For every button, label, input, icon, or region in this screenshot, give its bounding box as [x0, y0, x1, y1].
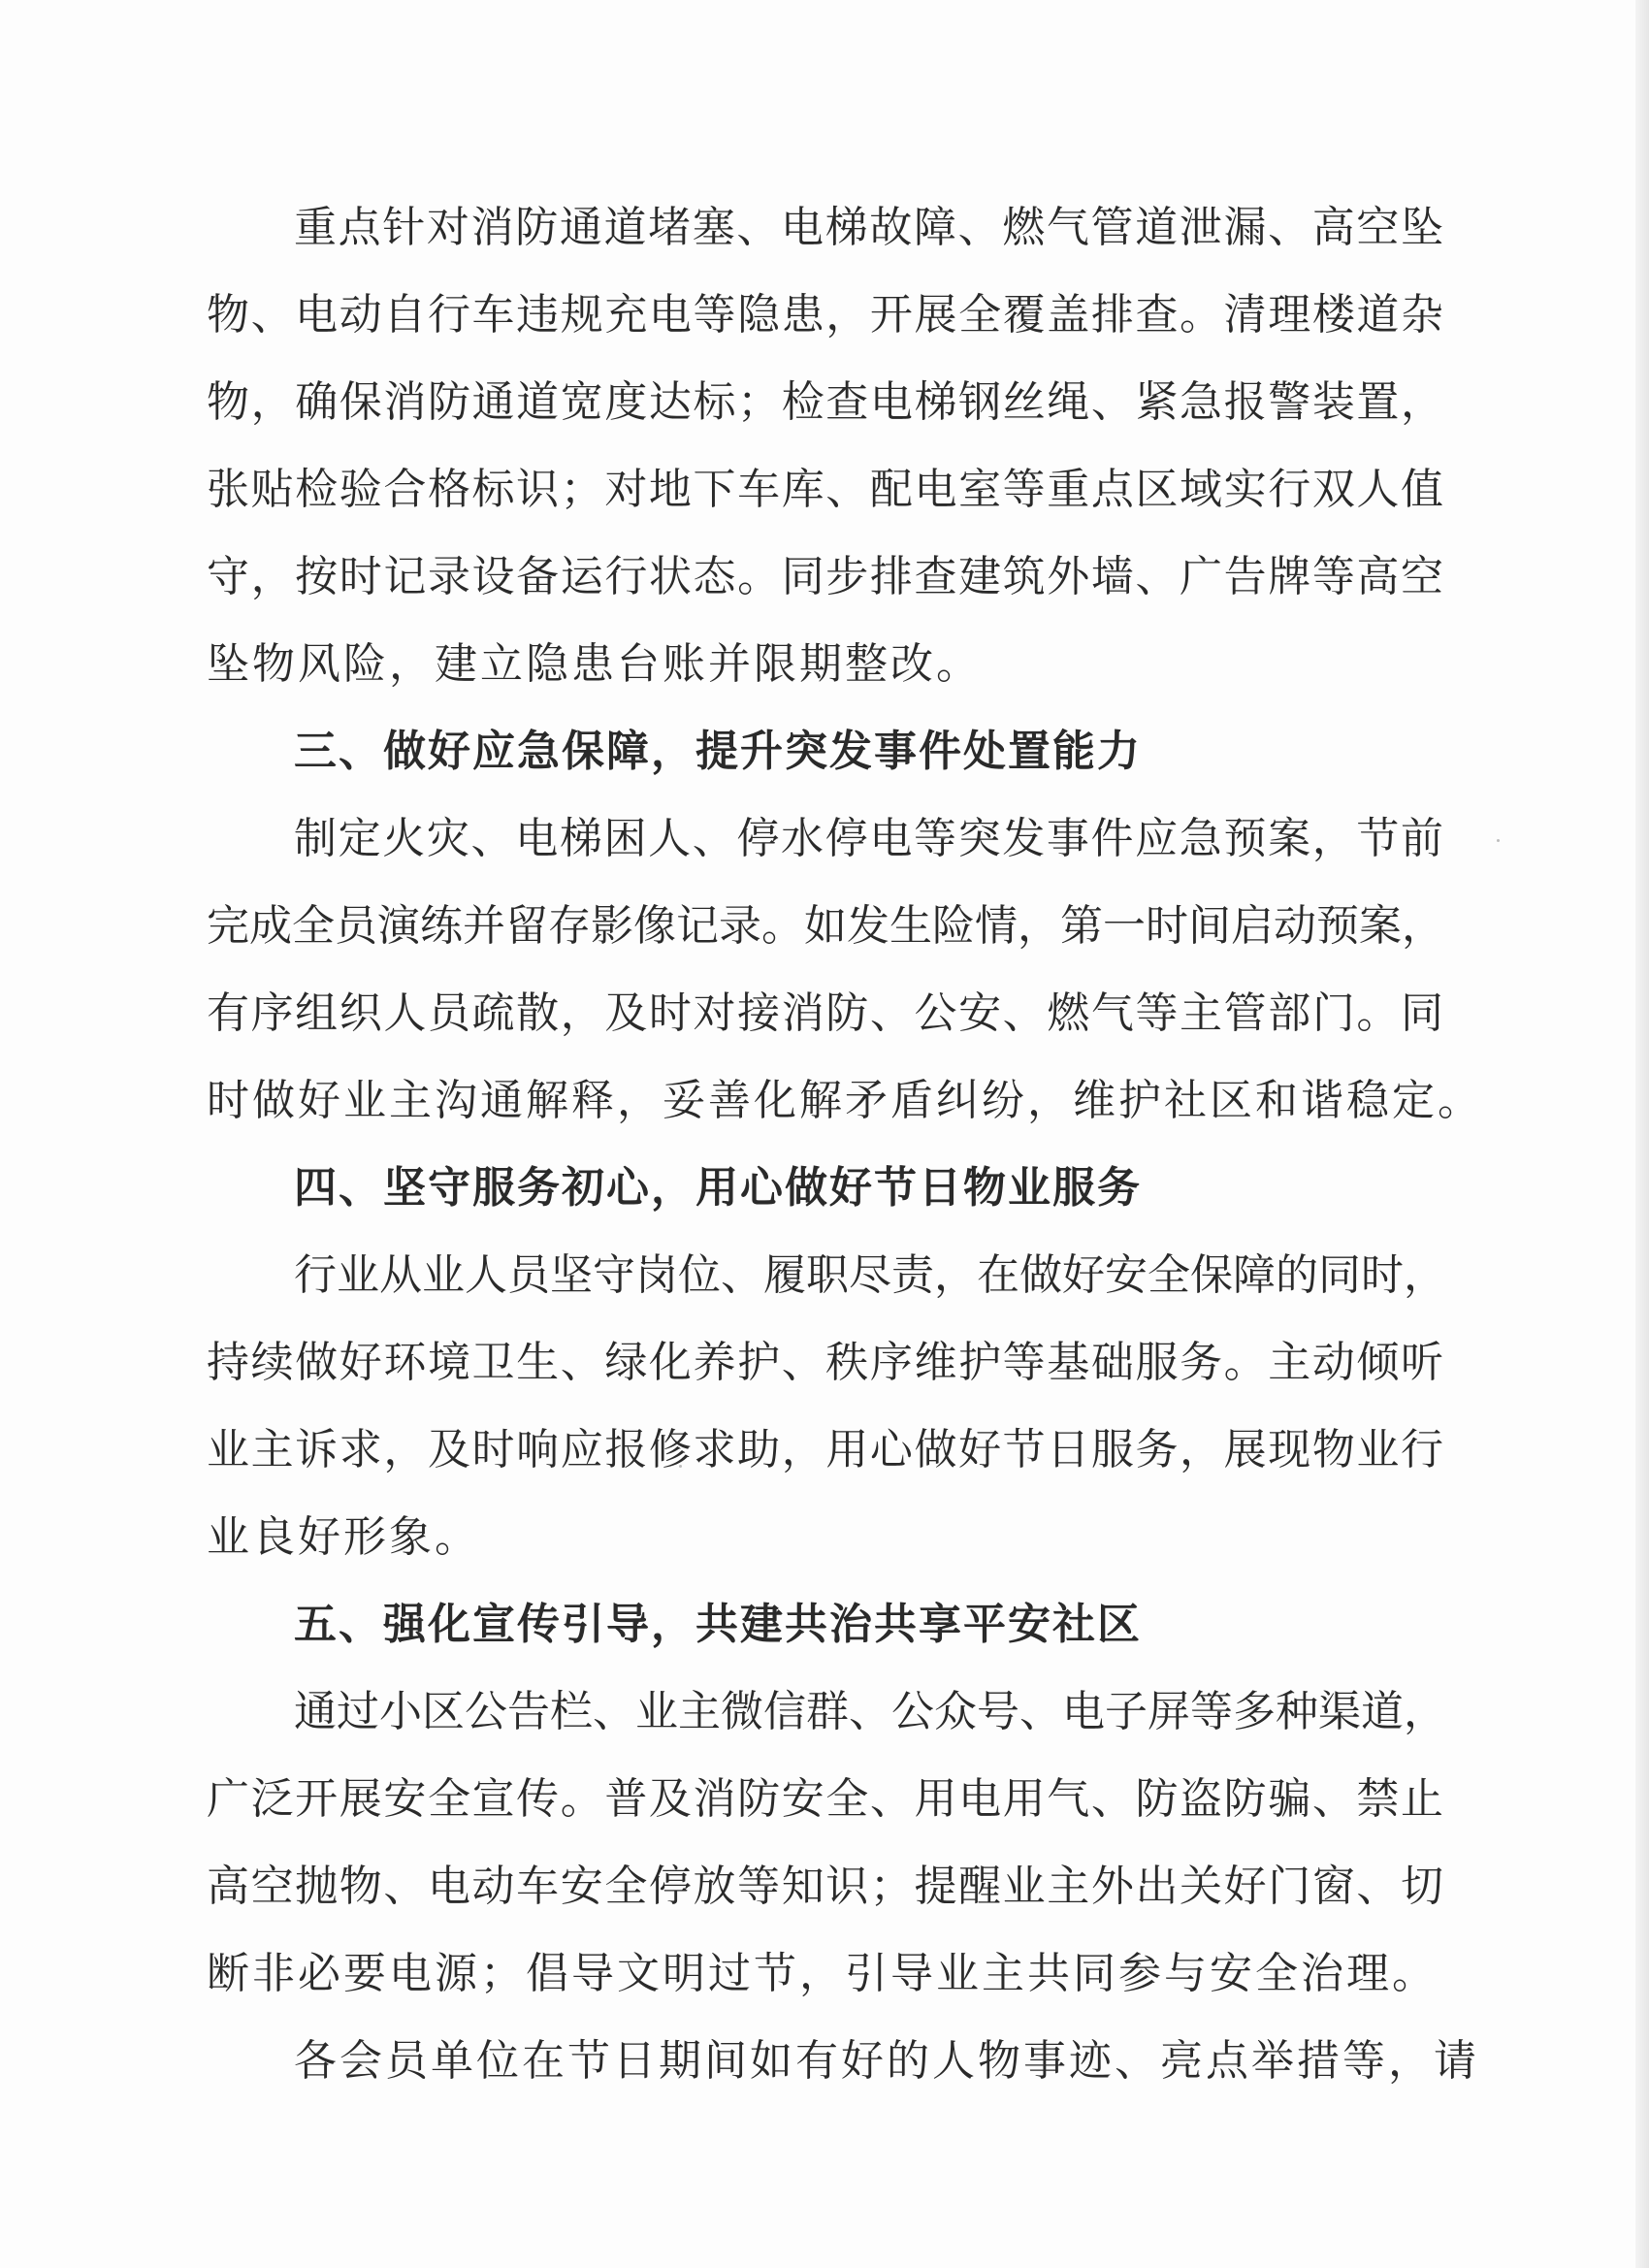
text-line: 持续做好环境卫生、绿化养护、秩序维护等基础服务。主动倾听: [207, 1338, 1443, 1387]
section-heading: [207, 1145, 1443, 1232]
paragraph: [207, 1669, 1446, 2018]
text-line: 断非必要电源；倡导文明过节，引导业主共同参与安全治理。: [207, 1949, 1438, 1998]
paragraph: [207, 1232, 1446, 1581]
text-line: 物，确保消防通道宽度达标；检查电梯钢丝绳、紧急报警装置，: [207, 377, 1443, 427]
text-line: 守，按时记录设备运行状态。同步排查建筑外墙、广告牌等高空: [207, 552, 1443, 601]
text-line: 高空抛物、电动车安全停放等知识；提醒业主外出关好门窗、切: [207, 1862, 1443, 1911]
text-line: 物、电动自行车违规充电等隐患，开展全覆盖排查。清理楼道杂: [207, 290, 1443, 340]
text-line: 坠物风险，建立隐患台账并限期整改。: [207, 639, 982, 689]
scan-edge-shadow: [1635, 0, 1649, 2268]
scan-speck: [1497, 839, 1500, 842]
text-line: 时做好业主沟通解释，妥善化解矛盾纠纷，维护社区和谐稳定。: [207, 1076, 1483, 1125]
text-line: 通过小区公告栏、业主微信群、公众号、电子屏等多种渠道，: [294, 1687, 1446, 1736]
section-heading: [207, 1581, 1443, 1669]
paragraph: [207, 184, 1443, 708]
text-line: 业良好形象。: [207, 1512, 480, 1562]
text-line: 行业从业人员坚守岗位、履职尽责，在做好安全保障的同时，: [294, 1250, 1446, 1300]
heading-text: 四、坚守服务初心，用心做好节日物业服务: [294, 1163, 1142, 1213]
text-line: 广泛开展安全宣传。普及消防安全、用电用气、防盗防骗、禁止: [207, 1774, 1443, 1824]
text-line: 有序组织人员疏散，及时对接消防、公安、燃气等主管部门。同: [207, 988, 1443, 1038]
heading-text: 五、强化宣传引导，共建共治共享平安社区: [294, 1600, 1142, 1649]
text-line: 张贴检验合格标识；对地下车库、配电室等重点区域实行双人值: [207, 465, 1443, 514]
heading-text: 三、做好应急保障，提升突发事件处置能力: [294, 727, 1142, 776]
paragraph: [207, 2018, 1479, 2105]
text-line: 各会员单位在节日期间如有好的人物事迹、亮点举措等，请: [294, 2036, 1479, 2086]
text-line: 完成全员演练并留存影像记录。如发生险情，第一时间启动预案，: [207, 901, 1444, 951]
paragraph: [207, 795, 1483, 1145]
section-heading: [207, 708, 1443, 795]
text-line: 业主诉求，及时响应报修求助，用心做好节日服务，展现物业行: [207, 1425, 1443, 1474]
text-line: 重点针对消防通道堵塞、电梯故障、燃气管道泄漏、高空坠: [294, 203, 1443, 252]
text-line: 制定火灾、电梯困人、停水停电等突发事件应急预案，节前: [294, 814, 1443, 863]
document-body: [207, 184, 1483, 2105]
